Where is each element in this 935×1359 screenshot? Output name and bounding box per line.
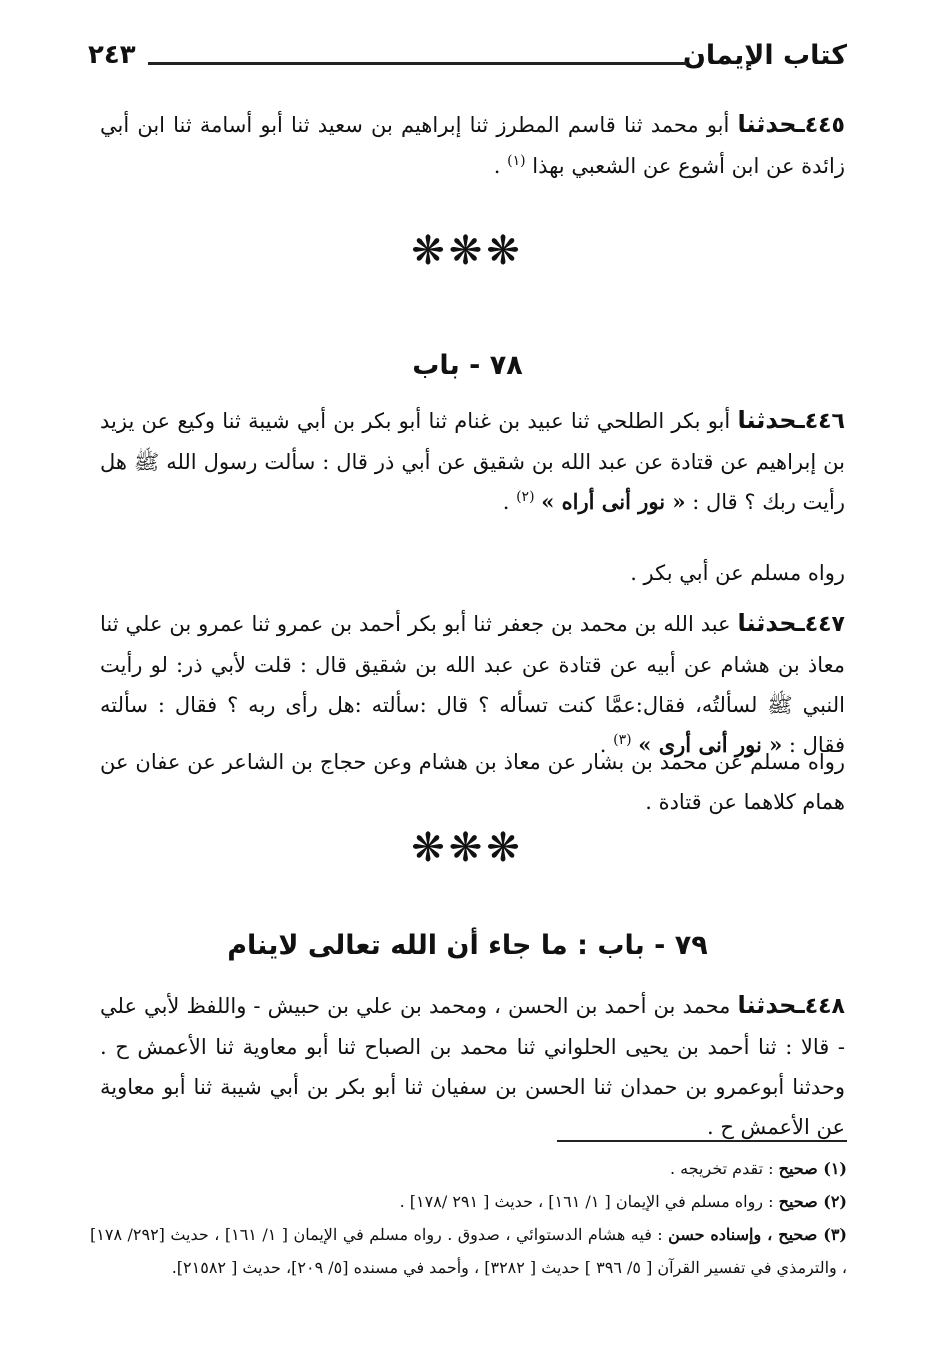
riwaya-447: رواه مسلم عن محمد بن بشار عن معاذ بن هشام وعن حجاج بن الشاعر عن عفان عن همام كلاهما عن قتادة . <box>100 750 845 814</box>
haddathana-keyword: ـحدثنا <box>737 406 805 434</box>
footnote-label: (١) صحيح <box>778 1159 847 1178</box>
hadith-text: أبو بكر الطلحي ثنا عبيد بن غنام ثنا أبو بكر بن أبي شيبة ثنا وكيع عن يزيد بن إبراهيم عن قتادة عن عبد الله بن شقيق عن أبي ذر قال : سألت رسول الله ﷺ هل رأيت ربك ؟ قال : <box>100 409 845 514</box>
hadith-447 <box>100 603 845 765</box>
footnote-text: : فيه هشام الدستوائي ، صدوق . رواه مسلم في الإيمان [ ١/ ١٦١] ، حديث [٢٩٢/ ١٧٨] ، والترمذي في تفسير القرآن [ ٥/ ٣٩٦ ] حديث [ ٣٢٨٢] ، وأحمد في مسنده [٥/ ٢٠٩]، حديث [ ٢١٥٨٢]. <box>90 1225 847 1277</box>
hadith-quote: « نور أنى أرى » <box>638 732 783 757</box>
footnote-ref: (١) <box>507 153 526 169</box>
hadith-446 <box>100 400 845 522</box>
hadith-number: ٤٤٧ <box>804 612 845 637</box>
footnote-3 <box>90 1218 847 1284</box>
hadith-quote: « نور أنى أراه » <box>541 489 686 514</box>
haddathana-keyword: ـحدثنا <box>737 110 805 138</box>
footnotes <box>90 1152 847 1284</box>
chapter-running-title: كتاب الإيمان <box>682 40 847 71</box>
sentence-end: . <box>502 490 517 514</box>
sentence-end: . <box>493 154 508 178</box>
footnote-label: (٣) صحيح ، وإسناده حسن <box>668 1225 847 1244</box>
footnote-text: : تقدم تخريجه . <box>669 1159 774 1178</box>
section-separator: ❋❋❋ <box>411 825 524 871</box>
chapter-heading-78: ٧٨ - باب <box>412 350 523 381</box>
footnote-label: (٢) صحيح <box>778 1192 847 1211</box>
hadith-number: ٤٤٨ <box>804 994 845 1019</box>
chapter-heading-79: ٧٩ - باب : ما جاء أن الله تعالى لاينام <box>227 930 708 961</box>
hadith-number: ٤٤٦ <box>804 409 845 434</box>
footnote-2 <box>90 1185 847 1218</box>
section-separator: ❋❋❋ <box>411 228 524 274</box>
hadith-445 <box>100 104 845 186</box>
footnote-ref: (٣) <box>613 732 632 748</box>
header-rule <box>148 62 687 65</box>
haddathana-keyword: ـحدثنا <box>737 609 805 637</box>
page-number: ٢٤٣ <box>88 40 136 70</box>
hadith-448 <box>100 985 845 1147</box>
haddathana-keyword: ـحدثنا <box>737 991 805 1019</box>
hadith-text: عبد الله بن محمد بن جعفر ثنا أبو بكر أحمد بن عمرو ثنا عمرو بن علي ثنا معاذ بن هشام عن أبيه عن قتادة عن عبد الله بن شقيق قال : قلت لأبي ذر: لو رأيت النبي ﷺ لسألتُه، فقال:عمَّا كنت تسأله ؟ قال :سألته :هل رأى ربه ؟ فقال : سألته فقال : <box>100 612 845 757</box>
hadith-text: محمد بن أحمد بن الحسن ، ومحمد بن علي بن حبيش - واللفظ لأبي علي - قالا : ثنا أحمد بن يحيى الحلواني ثنا محمد بن الصباح ثنا أبو معاوية ثنا الأعمش ح . وحدثنا أبوعمرو بن حمدان ثنا الحسن بن سفيان ثنا أبو بكر بن أبي شيبة ثنا أبو معاوية عن الأعمش ح . <box>100 994 845 1139</box>
hadith-text: أبو محمد ثنا قاسم المطرز ثنا إبراهيم بن سعيد ثنا أبو أسامة ثنا ابن أبي زائدة عن ابن أشوع عن الشعبي بهذا <box>100 113 845 178</box>
footnote-rule <box>557 1140 847 1142</box>
page-header <box>88 38 847 78</box>
footnote-ref: (٢) <box>516 489 535 505</box>
footnote-1 <box>90 1152 847 1185</box>
hadith-number: ٤٤٥ <box>804 113 845 138</box>
footnote-text: : رواه مسلم في الإيمان [ ١/ ١٦١] ، حديث [ ٢٩١ /١٧٨] . <box>399 1192 774 1211</box>
riwaya-446: رواه مسلم عن أبي بكر . <box>630 561 845 585</box>
sentence-end: . <box>599 733 614 757</box>
